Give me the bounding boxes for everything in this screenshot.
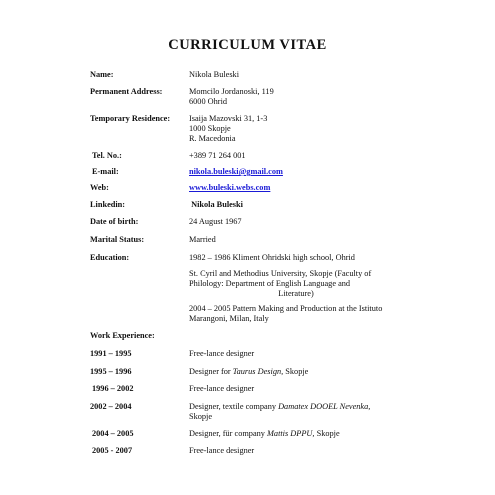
work-entry-text <box>189 367 403 377</box>
work-entry-text <box>189 429 403 439</box>
work-entry-years: 1991 – 1995 <box>90 349 132 358</box>
work-entry-company: Taurus Design, <box>232 367 284 376</box>
permanent-address-line1: Momcilo Jordanoski, 119 <box>189 87 274 96</box>
work-entry-years: 1995 – 1996 <box>90 367 132 376</box>
web-label: Web: <box>90 183 109 192</box>
work-entry-text: Free-lance designer <box>189 384 255 393</box>
education-item-2 <box>189 269 403 299</box>
work-entry-years: 2005 - 2007 <box>92 446 133 455</box>
permanent-address-label: Permanent Address: <box>90 87 163 96</box>
linkedin-value <box>189 200 403 210</box>
work-entry-text: Free-lance designer <box>189 349 255 358</box>
work-entry-suffix: Skopje <box>283 367 309 376</box>
name-value: Nikola Buleski <box>189 70 240 79</box>
marital-value: Married <box>189 235 216 244</box>
education-label: Education: <box>90 253 130 262</box>
tel-value: +389 71 264 001 <box>189 151 246 160</box>
education-item-3-line1: 2004 – 2005 Pattern Making and Production at the Istituto <box>189 304 383 313</box>
work-entry-line2: Skopje <box>189 412 213 421</box>
name-label: Name: <box>90 70 114 79</box>
education-item-3 <box>189 304 403 324</box>
dob-value: 24 August 1967 <box>189 217 242 226</box>
linkedin-name: Nikola Buleski <box>191 200 243 209</box>
email-label: E-mail: <box>92 167 119 176</box>
permanent-address-line2: 6000 Ohrid <box>189 97 228 106</box>
work-entry-years: 2004 – 2005 <box>92 429 134 438</box>
work-entry-suffix: Skopje <box>314 429 340 438</box>
tel-label: Tel. No.: <box>92 151 122 160</box>
work-entry-prefix: Designer for <box>189 367 233 376</box>
work-entry-years: 2002 – 2004 <box>90 402 132 411</box>
dob-label: Date of birth: <box>90 217 139 226</box>
email-link[interactable]: nikola.buleski@gmail.com <box>189 167 283 176</box>
work-entry-company: Damatex DOOEL Nevenka, <box>278 402 371 411</box>
email-value <box>189 167 403 177</box>
work-entry-prefix: Designer, textile company <box>189 402 279 411</box>
education-item-2-line3: Literature) <box>278 289 314 298</box>
page-title: CURRICULUM VITAE <box>168 37 327 53</box>
temporary-residence-line2: 1000 Skopje <box>189 124 231 133</box>
work-entry-text: Free-lance designer <box>189 446 255 455</box>
work-entry-text <box>189 402 403 422</box>
linkedin-label: Linkedin: <box>90 200 126 209</box>
temporary-residence-value <box>189 114 403 144</box>
education-item-2-line2: Philology: Department of English Language and <box>189 279 351 288</box>
marital-label: Marital Status: <box>90 235 145 244</box>
permanent-address-value <box>189 87 403 107</box>
work-entry-prefix: Designer, für company <box>189 429 268 438</box>
education-item-1: 1982 – 1986 Kliment Ohridski high school, Ohrid <box>189 253 355 262</box>
education-item-2-line1: St. Cyril and Methodius University, Skopje (Faculty of <box>189 269 372 278</box>
temporary-residence-label: Temporary Residence: <box>90 114 171 123</box>
web-value <box>189 183 403 193</box>
web-link[interactable]: www.buleski.webs.com <box>189 183 271 192</box>
work-experience-label: Work Experience: <box>90 331 155 340</box>
work-entry-years: 1996 – 2002 <box>92 384 134 393</box>
temporary-residence-line1: Isaija Mazovski 31, 1-3 <box>189 114 268 123</box>
temporary-residence-line3: R. Macedonia <box>189 134 236 143</box>
work-entry-company: Mattis DPPU, <box>267 429 315 438</box>
education-item-3-line2: Marangoni, Milan, Italy <box>189 314 269 323</box>
